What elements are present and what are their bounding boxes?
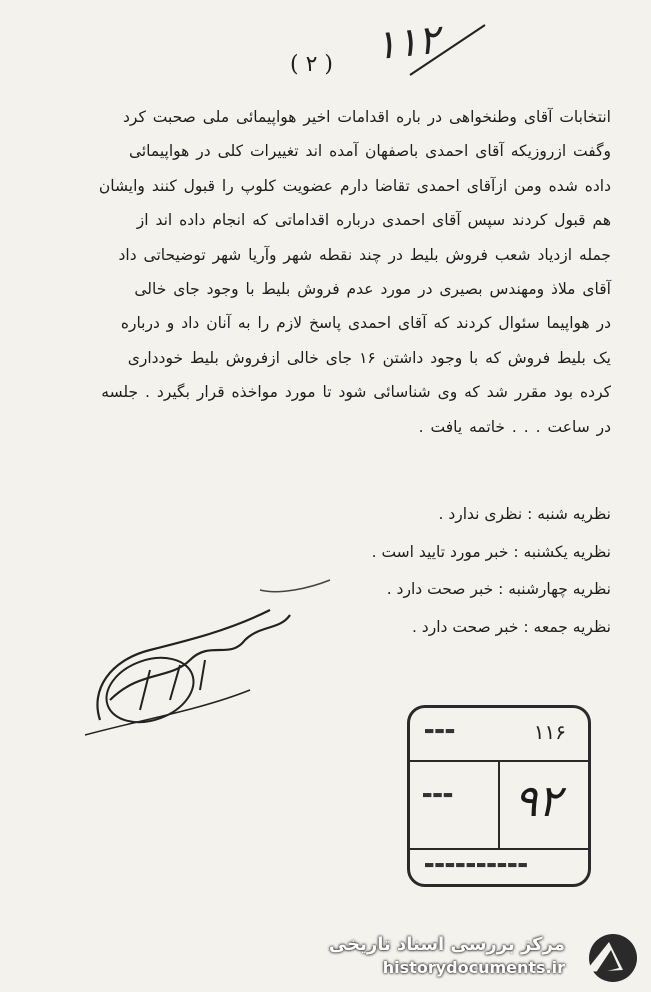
body-line: یک بلیط فروش که با وجود داشتن ۱۶ جای خالی ازفروش بلیط خودداری [127, 348, 611, 367]
archive-logo-icon [579, 930, 639, 986]
stamp-handwritten-number: ۹۲ [514, 776, 562, 827]
handwritten-signature [80, 570, 340, 750]
opinion-wednesday: نظریه چهارشنبه : خبر صحت دارد . [386, 580, 611, 598]
body-line: انتخابات آقای وطنخواهی در باره اقدامات اخیر هواپیمائی ملی صحبت کرد [123, 108, 611, 126]
body-line: آقای ملاذ ومهندس بصیری در مورد عدم فروش بلیط با وجود جای خالی [134, 280, 611, 299]
opinion-sunday: نظریه یکشنبه : خبر مورد تایید است . [371, 542, 611, 561]
archive-logo [328, 930, 645, 986]
body-line: در ساعت . . . خاتمه یافت . [418, 417, 611, 436]
opinion-friday: نظریه جمعه : خبر صحت دارد . [411, 617, 611, 636]
handwritten-page-number: ۱۱۲ [372, 16, 442, 70]
opinion-saturday: نظریه شنبه : نظری ندارد . [438, 505, 611, 523]
body-line: در هواپیما سئوال کردند که آقای احمدی پاسخ لازم را به آنان داد و درباره [120, 314, 611, 333]
stamp-top-number: ۱۱۶ [533, 720, 566, 744]
body-line: وگفت ازروزیکه آقای احمدی باصفهان آمده اند تغییرات کلی در هواپیمائی [128, 142, 611, 161]
registry-stamp [407, 705, 591, 887]
logo-url: historydocuments.ir [382, 958, 565, 977]
page-number: ( ۲ ) [290, 52, 333, 77]
logo-title: مرکز بررسی اسناد تاریخی [328, 934, 565, 955]
body-line: کرده بود مقرر شد که وی شناسائی شود تا مورد مواخذه قرار بگیرد . جلسه [101, 383, 611, 402]
body-line: داده شده ومن ازآقای احمدی تقاضا دارم عضویت کلوپ را قبول کنند وایشان [98, 176, 611, 195]
report-body [31, 100, 611, 444]
stamp-label: ▬▬▬ [424, 724, 456, 737]
stamp-divider [498, 760, 500, 848]
stamp-middle-row [410, 760, 588, 850]
stamp-label: ▬▬▬ [422, 788, 454, 801]
stamp-top-row [410, 708, 588, 762]
stamp-label: ▬▬▬▬▬▬▬▬▬▬ [424, 858, 528, 871]
body-line: جمله ازدیاد شعب فروش بلیط در چند نقطه شهر وآریا شهر توضیحاتی داد [118, 245, 611, 264]
slash-mark-icon [400, 20, 490, 80]
body-line: هم قبول کردند سپس آقای احمدی درباره اقداماتی که انجام داده اند از [136, 211, 611, 230]
